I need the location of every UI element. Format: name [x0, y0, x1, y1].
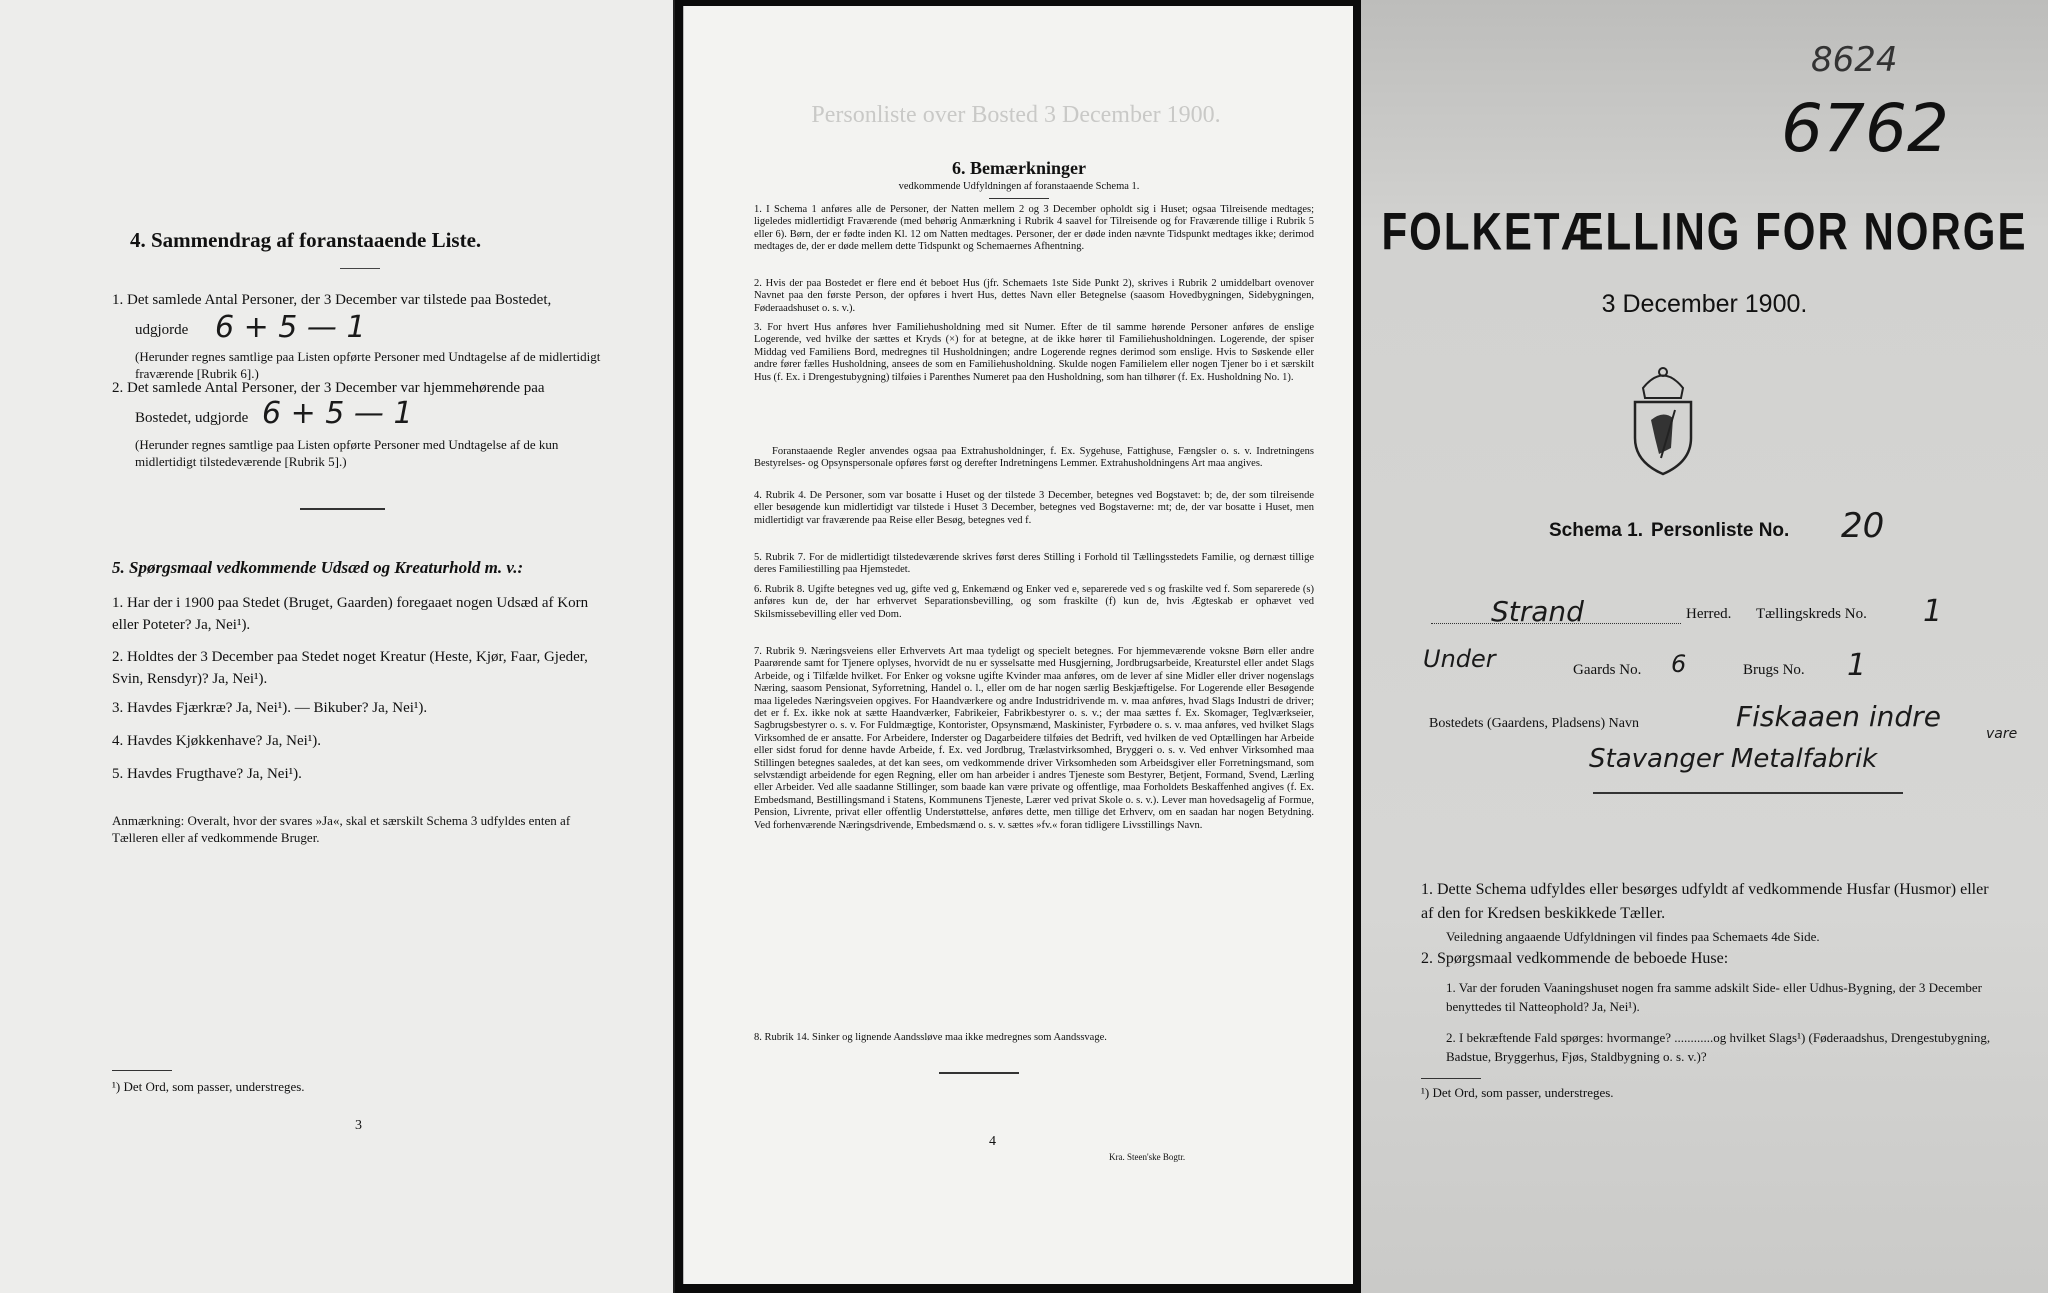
- question-udsaed: 1. Har der i 1900 paa Stedet (Bruget, Gaarden) foregaaet nogen Udsæd af Korn eller Poteter? Ja, Nei¹).: [112, 595, 589, 633]
- section-5-title: 5. Spørgsmaal vedkommende Udsæd og Kreaturhold m. v.:: [112, 558, 524, 577]
- personliste-number: 20: [1841, 506, 1885, 546]
- remark-5: 5. Rubrik 7. For de midlertidigt tilstedeværende skrives først deres Stilling i Forhold til Tællingsstedets Familie, og dernæst tillige deres Familiestilling paa Hjemstedet.: [754, 552, 1314, 576]
- summary-q1-udgjorde: udgjorde: [135, 322, 189, 338]
- cover-page: [1361, 0, 2048, 1293]
- instruction-1-note: Veiledning angaaende Udfyldningen vil findes paa Schemaets 4de Side.: [1446, 929, 1820, 944]
- bosted-label: Bostedets (Gaardens, Pladsens) Navn: [1429, 716, 1639, 731]
- section-divider: [1593, 792, 1903, 794]
- instruction-2-2: 2. I bekræftende Fald spørges: hvormange? ............og hvilket Slags¹) (Føderaadshus, Drengestubygning, Badstue, Bryggerhus, Fjøs, Staldbygning o. s. v.)?: [1446, 1030, 1991, 1064]
- question-fjaerkrae: 3. Havdes Fjærkræ? Ja, Nei¹). — Bikuber? Ja, Nei¹).: [112, 700, 428, 716]
- divider: [340, 268, 380, 269]
- instruction-2: 2. Spørgsmaal vedkommende de beboede Huse:: [1421, 950, 1729, 967]
- remark-2: 2. Hvis der paa Bostedet er flere end ét beboet Hus (jfr. Schemaets 1ste Side Punkt 2), skrives i Rubrik 2 umiddelbart ovenover Navnet paa den første Person, der opføres i hvert Hus, dettes Navn eller Betegnelse (saasom Hovedbygningen, Sidebygningen, Føderaadshuset o. s. v.).: [754, 278, 1314, 314]
- remark-8: 8. Rubrik 14. Sinker og lignende Aandssløve maa ikke medregnes som Aandssvage.: [754, 1032, 1107, 1043]
- kreds-label: Tællingskreds No.: [1756, 606, 1867, 622]
- faded-header: Personliste over Bosted 3 December 1900.: [811, 102, 1221, 128]
- footnote-rule: [1421, 1078, 1481, 1079]
- coat-of-arms-icon: [1623, 358, 1703, 478]
- section-divider: [939, 1072, 1019, 1074]
- question-kreatur: 2. Holdtes der 3 December paa Stedet noget Kreatur (Heste, Kjør, Faar, Gjeder, Svin, Rensdyr)? Ja, Nei¹).: [112, 649, 588, 687]
- remark-3-extra: Foranstaaende Regler anvendes ogsaa paa Extrahusholdninger, f. Ex. Sygehuse, Fattighuse, Fængsler o. s. v. Indretningens Bestyrelses- og Opsynspersonale opføres først og derefter Indretningens Lemmer. Extrahusholdningens Art maa angives.: [754, 446, 1314, 470]
- remark-3: 3. For hvert Hus anføres hver Familiehusholdning med sit Numer. Efter de til samme hørende Personer anføres de enslige Logerende, ved hvilke der sættes et Kryds (×) for at betegne, at de ikke hører til Familiehusholdningen. Logerende, der spiser Middag ved Familiens Bord, medregnes til Husholdningen; andre Logerende regnes derimod som enslige. Hvis to Søskende eller andre fører fælles Husholdning, ansees de som en Familiehusholdning. Skulde nogen Familielem eller nogen Tjener bo i et særskilt Hus (f. Ex. i Drengestubygning) tilføies i Parenthes Numeret paa den Husholdning, som han tilhører (f. Ex. Husholdning No. 1).: [754, 322, 1314, 383]
- archive-number-small: 8624: [1811, 40, 1898, 80]
- census-title: FOLKETÆLLING FOR NORGE: [1381, 202, 2028, 261]
- instruction-1: 1. Dette Schema udfyldes eller besørges udfyldt af vedkommende Husfar (Husmor) eller af den for Kredsen beskikkede Tæller.: [1421, 881, 1989, 922]
- bosted-name-above: vare: [1986, 726, 2018, 742]
- gaard-prefix: Under: [1423, 645, 1496, 673]
- footnote: ¹) Det Ord, som passer, understreges.: [112, 1079, 305, 1094]
- question-frugthave: 5. Havdes Frugthave? Ja, Nei¹).: [112, 766, 302, 782]
- remark-6: 6. Rubrik 8. Ugifte betegnes ved ug, gifte ved g, Enkemænd og Enker ved e, separerede ved s og fraskilte ved f. Som separerede (s) anføres kun de, der har erhvervet Separationsbevilling, og som fraskilte (f) kun de, hvis Ægteskab er ophævet ved Skilsmissebevilling eller ved Dom.: [754, 584, 1314, 620]
- brugs-label: Brugs No.: [1743, 662, 1805, 678]
- remarks-title: 6. Bemærkninger: [952, 158, 1086, 178]
- middle-page: [683, 6, 1353, 1284]
- personliste-label: Personliste No.: [1651, 520, 1790, 541]
- bosted-name-2: Stavanger Metalfabrik: [1589, 744, 1878, 774]
- footnote-rule: [112, 1070, 172, 1071]
- bosted-name-1: Fiskaaen indre: [1736, 700, 1941, 733]
- remark-7: 7. Rubrik 9. Næringsveiens eller Erhvervets Art maa tydeligt og specielt betegnes. For hjemmeværende voksne Børn eller andre Paarørende samt for Tjenere oplyses, hvorvidt de nu er sysselsatte med Husgjerning, Jordbrugsarbeide, Kreaturstel eller andet Slags Arbeide, og i Tilfælde hvilket. For Enker og voksne ugifte Kvinder maa anføres, om de lever af sine Midler eller driver nogenslags Næring, saasom Pensionat, Syforretning, Handel o. l., eller om de har nogen særlig Beskjæftigelse. For Logerende eller Besøgende maa ligeledes Næringsveien opgives. For Haandværkere og andre Industridrivende m. v. maa anføres, hvad Slags Industri de driver; det er f. Ex. ikke nok at sætte Haandværker, Fabrikeier, Fabrikbestyrer o. s. v.; der maa sættes f. Ex. Skomager, Teglværkseier, Sagbrugsbestyrer o. s. v. For Fuldmægtige, Kontorister, Opsynsmænd, Maskinister, Fyrbødere o. s. v. maa anføres, ved hvilket Slags Virksomhed de er ansatte. For Arbeidere, Inderster og Dagarbeidere tilføies det Bedrift, ved hvilken de ved Optællingen har Arbeide eller sidst forud for denne havde Arbeide, f. Ex. ved Jordbrug, Trælastvirksomhed, Bryggeri o. s. v. Ved enhver Virksomhed maa Stillingen betegnes saaledes, at det kan sees, om vedkommende driver Virksomheden som Arbeidsgiver eller Forretningsmand, som selvstændigt arbeidende for egen Regning, eller om han arbeider i andres Tjeneste som Bestyrer, Betjent, Formand, Svend, Lærling eller Arbeider. Ved alle saadanne Stillinger, som baade kan være private og offentlige, maa Forholdets Beskaffenhed angives (f. Ex. Embedsmand, Bestillingsmand i Statens, Kommunens Tjeneste, Lærer ved privat Skole o. s. v.). Lever man hovedsagelig af Formue, Pension, Livrente, privat eller offentlig Understøttelse, anføres dette, men tillige det Erhverv, om en saadan har nogen Betydning. Ved forhenværende Næringsdrivende, Embedsmænd o. s. v. sættes »fv.« foran tidligere Livsstillings Navn.: [754, 646, 1314, 831]
- summary-q2-bostedet: Bostedet, udgjorde: [135, 410, 249, 426]
- archive-number-large: 6762: [1781, 90, 1949, 167]
- summary-q1-handwritten: 6 + 5 — 1: [215, 310, 366, 345]
- summary-q1: 1. Det samlede Antal Personer, der 3 December var tilstede paa Bostedet,: [112, 292, 552, 308]
- schema-label: Schema 1.: [1549, 520, 1643, 541]
- gaards-label: Gaards No.: [1573, 662, 1642, 678]
- remarks-subtitle: vedkommende Udfyldningen af foranstaaende Schema 1.: [898, 181, 1140, 192]
- page-number: 3: [355, 1118, 362, 1133]
- left-page: [0, 0, 675, 1293]
- herred-label: Herred.: [1686, 606, 1732, 622]
- printer-mark: Kra. Steen'ske Bogtr.: [1109, 1152, 1186, 1162]
- page-number: 4: [989, 1134, 996, 1149]
- divider: [989, 198, 1049, 199]
- remark-4: 4. Rubrik 4. De Personer, som var bosatte i Huset og der tilstede 3 December, betegnes ved Bogstavet: b; de, der som tilreisende eller besøgende kun midlertidigt var tilstede i Huset 3 December, betegnes ved Bogstaverne: mt; de, der var bosatte i Huset, men midlertidigt var fraværende paa Reise eller Besøg, betegnes ved f.: [754, 490, 1314, 526]
- summary-q2-note: (Herunder regnes samtlige paa Listen opførte Personer med Undtagelse af de kun midlertidigt tilstedeværende [Rubrik 5].): [135, 437, 559, 469]
- census-date: 3 December 1900.: [1601, 290, 1808, 318]
- summary-q2-handwritten: 6 + 5 — 1: [262, 396, 413, 431]
- footnote: ¹) Det Ord, som passer, understreges.: [1421, 1085, 1614, 1100]
- kreds-number: 1: [1923, 594, 1943, 629]
- instruction-2-1: 1. Var der foruden Vaaningshuset nogen fra samme adskilt Side- eller Udhus-Bygning, der 3 December benyttedes til Natteophold? Ja, Nei¹).: [1446, 980, 1982, 1014]
- section-4-title: 4. Sammendrag af foranstaaende Liste.: [130, 228, 482, 252]
- herred-name: Strand: [1491, 595, 1584, 628]
- summary-q2: 2. Det samlede Antal Personer, der 3 December var hjemmehørende paa: [112, 380, 545, 396]
- section-divider: [300, 508, 385, 510]
- brugs-number: 1: [1847, 648, 1867, 683]
- anmerkning: Anmærkning: Overalt, hvor der svares »Ja«, skal et særskilt Schema 3 udfyldes enten af Tælleren eller af vedkommende Bruger.: [112, 813, 571, 845]
- remark-1: 1. I Schema 1 anføres alle de Personer, der Natten mellem 2 og 3 December opholdt sig i Huset; ogsaa Tilreisende medtages; ligeledes midlertidigt Fraværende (med behørig Anmærkning i Rubrik 4 saavel for Tilreisende og for Fraværende tillige i Rubrik 5 eller 6). Børn, der er fødte inden Kl. 12 om Natten medtages. Personer, der er døde inden nævnte Tidspunkt medtages ikke; derimod medtages de, der er døde mellem dette Tidspunkt og Schemaernes Afhentning.: [754, 204, 1314, 253]
- question-kjokkenhave: 4. Havdes Kjøkkenhave? Ja, Nei¹).: [112, 733, 322, 749]
- gaards-number: 6: [1671, 650, 1687, 678]
- summary-q1-note: (Herunder regnes samtlige paa Listen opførte Personer med Undtagelse af de midlertidigt fraværende [Rubrik 6].): [135, 349, 601, 381]
